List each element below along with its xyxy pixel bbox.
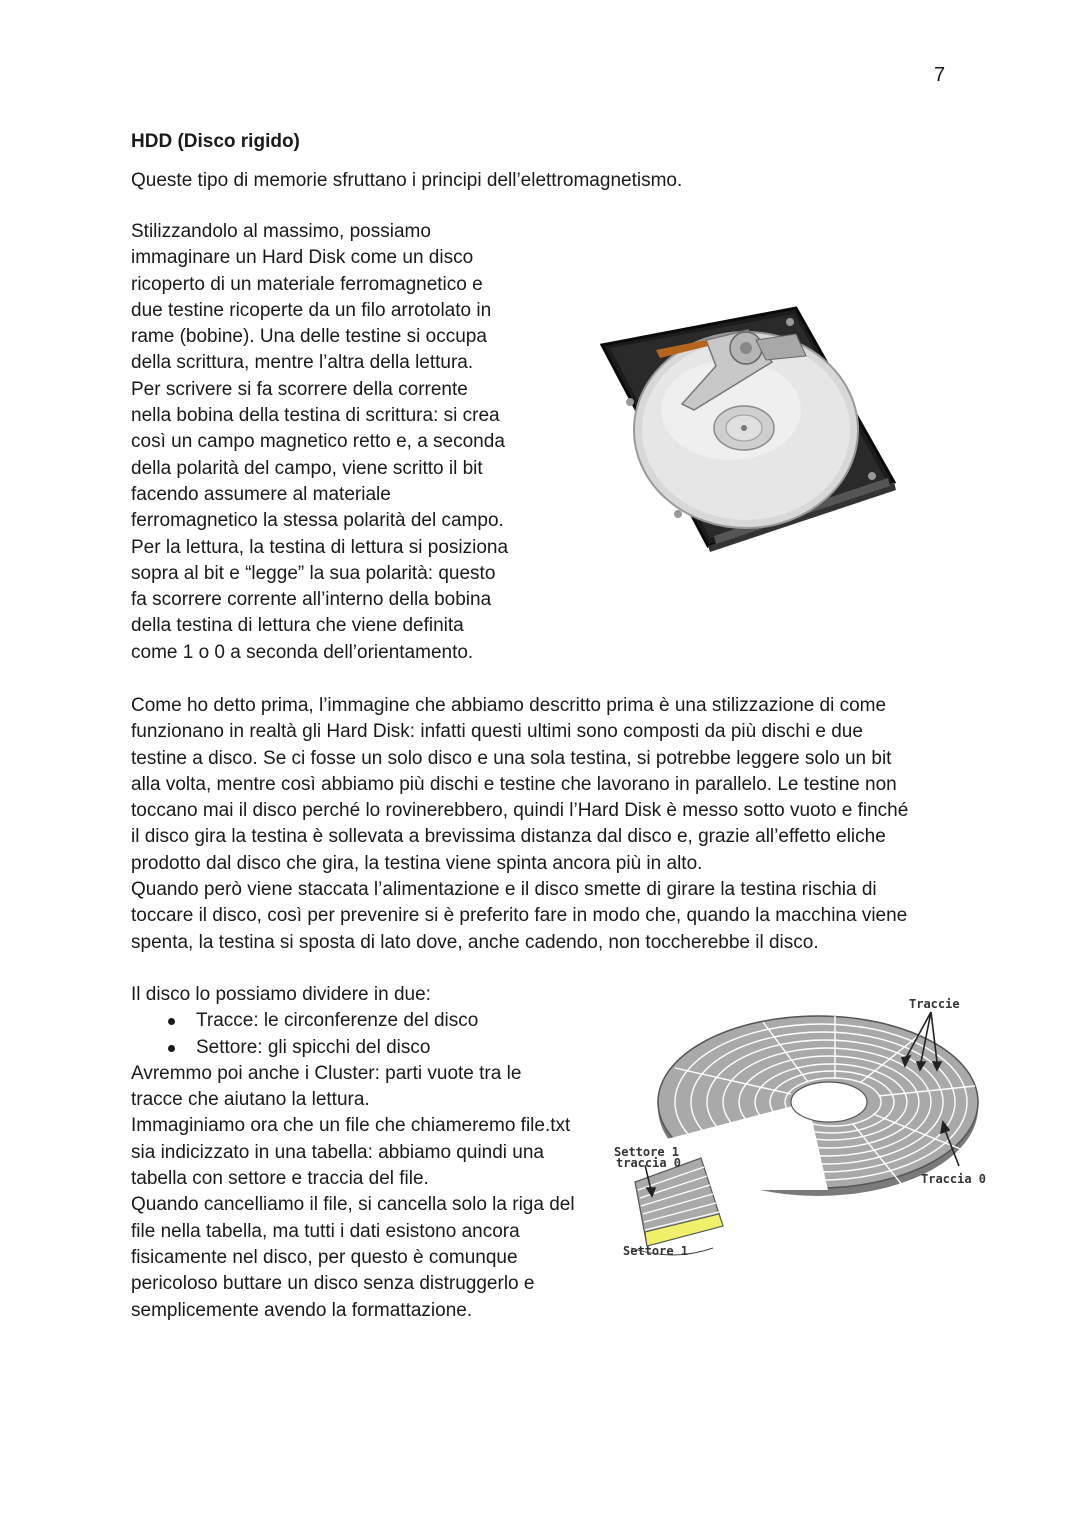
- text-line: ricoperto di un materiale ferromagnetico e: [131, 273, 483, 295]
- hdd-description-paragraph: [131, 219, 508, 666]
- intro-paragraph: [131, 168, 682, 194]
- label-traccia-0: Traccia 0: [921, 1172, 987, 1186]
- text-line: facendo assumere al materiale: [131, 483, 391, 505]
- page-number: 7: [934, 64, 946, 86]
- text-line: Avremmo poi anche i Cluster: parti vuote tra le: [131, 1062, 522, 1084]
- text-line: nella bobina della testina di scrittura: si crea: [131, 405, 500, 427]
- text-line: della scrittura, mentre l’altra della lettura.: [131, 352, 474, 374]
- text-line: tracce che aiutano la lettura.: [131, 1089, 370, 1111]
- text-line: tabella con settore e traccia del file.: [131, 1168, 429, 1190]
- bullet-text: Tracce: le circonferenze del disco: [196, 1010, 479, 1032]
- text-line: Il disco lo possiamo dividere in due:: [131, 984, 431, 1005]
- text-line: due testine ricoperte da un filo arrotolato in: [131, 299, 492, 321]
- label-traccie: Traccie: [909, 997, 960, 1011]
- text-line: sopra al bit e “legge” la sua polarità: questo: [131, 562, 496, 584]
- text-line: Per scrivere si fa scorrere della corrente: [131, 378, 468, 400]
- text-line: Per la lettura, la testina di lettura si posiziona: [131, 536, 509, 558]
- text-line: toccano mai il disco perché lo rovinerebbero, quindi l’Hard Disk è messo sotto vuoto e finché: [131, 800, 909, 822]
- bullet-dot-icon: [168, 1045, 175, 1052]
- bullet-item: [131, 1035, 575, 1061]
- label-settore-1: Settore 1: [623, 1244, 689, 1258]
- text-line: fa scorrere corrente all’interno della bobina: [131, 589, 492, 611]
- text-line: come 1 o 0 a seconda dell’orientamento.: [131, 641, 474, 663]
- text-line: semplicemente avendo la formattazione.: [131, 1299, 473, 1321]
- bullet-text: Settore: gli spicchi del disco: [196, 1036, 431, 1058]
- intro-line: Queste tipo di memorie sfruttano i principi dell’elettromagnetismo.: [131, 170, 683, 191]
- disk-tracks-sectors-diagram: [603, 990, 993, 1260]
- text-line: alla volta, mentre così abbiamo più dischi e testine che lavorano in parallelo. Le testine non: [131, 773, 897, 795]
- text-line: funzionano in realtà gli Hard Disk: infatti questi ultimi sono composti da più dischi e due: [131, 721, 863, 743]
- text-line: prodotto dal disco che gira, la testina viene spinta ancora più in alto.: [131, 852, 703, 874]
- text-line: fisicamente nel disco, per questo è comunque: [131, 1246, 518, 1268]
- text-line: Come ho detto prima, l’immagine che abbiamo descritto prima è una stilizzazione di come: [131, 695, 887, 716]
- text-line: testine a disco. Se ci fosse un solo disco e una sola testina, si potrebbe leggere solo un bit: [131, 747, 892, 769]
- text-line: toccare il disco, così per prevenire si è preferito fare in modo che, quando la macchina viene: [131, 905, 908, 927]
- label-settore-traccia-line1: Settore 1: [614, 1145, 680, 1159]
- text-line: il disco gira la testina è sollevata a brevissima distanza dal disco e, grazie all’effetto eliche: [131, 826, 886, 848]
- bullet-item: [131, 1008, 575, 1034]
- text-line: spenta, la testina si sposta di lato dove, anche cadendo, non toccherebbe il disco.: [131, 931, 819, 953]
- text-line: Immaginiamo ora che un file che chiameremo file.txt: [131, 1115, 571, 1137]
- text-line: pericoloso buttare un disco senza distruggerlo e: [131, 1273, 535, 1295]
- hard-disk-photo: [596, 300, 900, 552]
- disk-division-paragraph: [131, 982, 575, 1324]
- text-line: così un campo magnetico retto e, a seconda: [131, 431, 505, 453]
- hdd-functioning-paragraph: [131, 693, 908, 956]
- text-line: della testina di lettura che viene definita: [131, 615, 464, 637]
- text-line: immaginare un Hard Disk come un disco: [131, 247, 474, 269]
- text-line: file nella tabella, ma tutti i dati esistono ancora: [131, 1220, 520, 1242]
- text-line: sia indicizzato in una tabella: abbiamo quindi una: [131, 1141, 544, 1163]
- section-heading: HDD (Disco rigido): [131, 131, 300, 152]
- text-line: rame (bobine). Una delle testine si occupa: [131, 326, 487, 348]
- text-line: Quando però viene staccata l’alimentazione e il disco smette di girare la testina rischia di: [131, 879, 877, 901]
- label-settore-traccia-line2: traccia 0: [616, 1156, 682, 1170]
- text-line: della polarità del campo, viene scritto il bit: [131, 457, 483, 479]
- text-line: ferromagnetico la stessa polarità del campo.: [131, 510, 504, 532]
- text-line: Stilizzandolo al massimo, possiamo: [131, 221, 431, 242]
- text-line: Quando cancelliamo il file, si cancella solo la riga del: [131, 1194, 575, 1216]
